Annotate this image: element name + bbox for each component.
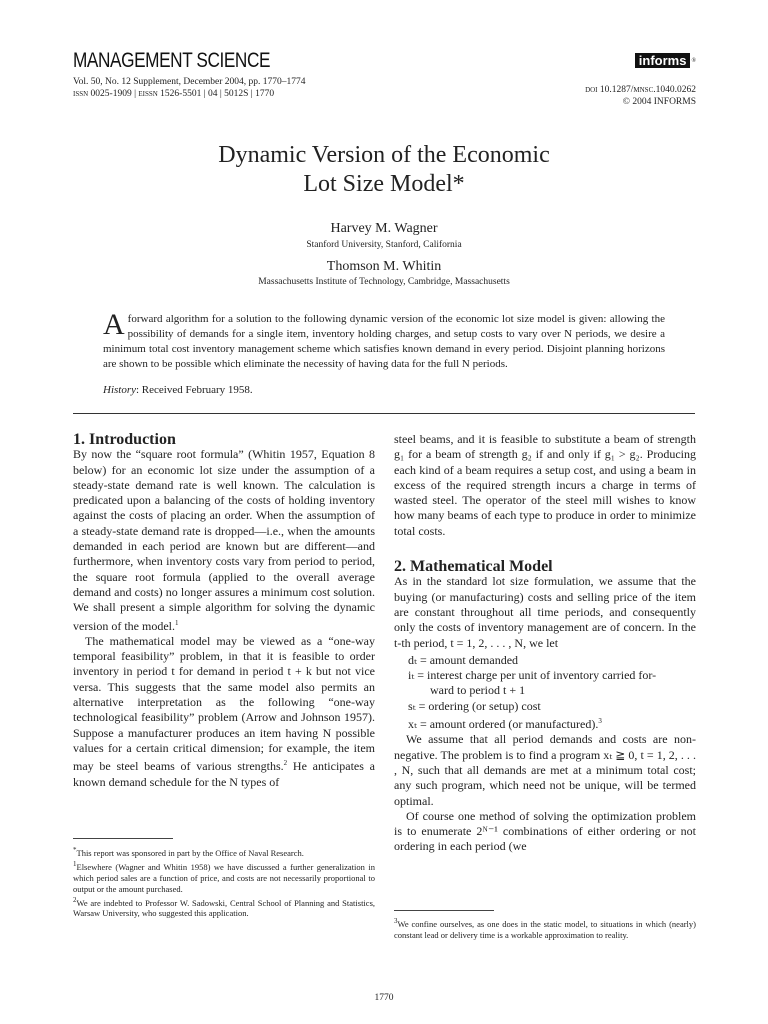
informs-logo-text: informs — [635, 53, 691, 68]
issn-line: issn 0025-1909 | eissn 1526-5501 | 04 | 5012S | 1770 — [73, 89, 275, 99]
author-1-affiliation: Stanford University, Stanford, California — [306, 240, 462, 250]
section-2-heading: 2. Mathematical Model — [394, 558, 553, 576]
doi-line: doi 10.1287/mnsc.1040.0262 — [585, 85, 696, 95]
footnote-divider-left — [73, 838, 173, 839]
paper-title — [0, 141, 768, 199]
abstract-body: forward algorithm for a solution to the following dynamic version of the economic lot size model is given: allowing the possibility of demands for a single item, inventory holding charges, and setup costs to vary over N periods, we desire a minimum total cost inventory management scheme which satisfies known demand in every period. Disjoint planning horizons are shown to be possible which eliminate the necessity of having data for the full N periods. — [103, 313, 665, 370]
section-1-para-2: The mathematical model may be viewed as a “one-way temporal feasibility” problem, in that it is feasible to order inventory in period t for demand in period t + k but not vice versa. This suggests that the same model also permits an alternative interpretation as the following “one-way technological feasibility” problem (Arrow and Johnson 1957). Suppose a manufacturer produces an item having N possible values for a certain critical dimension; for example, the item may be steel beams of various strengths.$^2$ He anticipates a known demand schedule for the N types of — [73, 633, 375, 789]
abstract-divider — [73, 413, 695, 414]
section-1-heading: 1. Introduction — [73, 431, 176, 448]
author-2-name: Thomson M. Whitin — [326, 259, 442, 274]
section-1-para-1: By now the “square root formula” (Whitin 1957, Equation 8 below) for an economic lot size under the assumption of a steady-state demand rate is well known. The calculation is predicated upon a balancing of the costs of holding inventory against the costs of placing an order. When the assumption of a steady-state demand rate is dropped—i.e., when the amounts demanded in each period are known but are different—and furthermore, when inventory costs vary from period to period, the square root formula (applied to the overall average demand and costs) no longer assures a minimum cost solution. We shall present a simple algorithm for solving the dynamic version of the model.$^1$ — [73, 447, 375, 633]
title-line-1: Dynamic Version of the Economic — [218, 142, 550, 168]
informs-logo — [635, 53, 696, 68]
footnotes-right — [394, 916, 696, 941]
def-interest-cont: ward to period t + 1 — [430, 683, 526, 698]
abstract — [103, 308, 665, 372]
def-ordered: xₜ = amount ordered (or manufactured).$^3$ — [408, 717, 602, 732]
footnote-ref-3: 3 — [598, 717, 602, 726]
page-number: 1770 — [374, 993, 394, 1003]
copyright-line: © 2004 INFORMS — [622, 97, 696, 107]
title-line-2: Lot Size Model* — [303, 171, 465, 197]
author-2-affiliation: Massachusetts Institute of Technology, Cambridge, Massachusetts — [258, 277, 510, 287]
abstract-dropcap: A — [103, 308, 125, 341]
author-1-name: Harvey M. Wagner — [330, 221, 438, 236]
footnote-star: *This report was sponsored in part by the Office of Naval Research. — [73, 846, 304, 858]
right-para-continuation: steel beams, and it is feasible to substitute a beam of strength g₁ for a beam of strength g₂ if and only if g₁ > g₂. Producing each kind of a beam requires a setup cost, and using a beam in excess of the required strength incurs a charge in terms of wasted steel. The operator of the steel mill wishes to know how many beams of each type to produce in order to minimize total costs. — [394, 432, 696, 538]
footnote-divider-right — [394, 910, 494, 911]
section-2-para-2: We assume that all period demands and costs are non-negative. The problem is to find a program xₜ ≧ 0, t = 1, 2, . . . , N, such that all demands are met at a minimum total cost; any such program, which need not be unique, will be termed optimal. — [394, 732, 696, 808]
def-setup: sₜ = ordering (or setup) cost — [408, 698, 541, 713]
history-label: History — [103, 384, 136, 396]
footnote-ref-1: 1 — [174, 618, 179, 627]
footnote-1: $^1$Elsewhere (Wagner and Whitin 1958) we have discussed a further generalization in which period sales are a function of price, and costs are not necessarily proportional to output or the amount purchased. — [73, 859, 375, 894]
def-demand: dₜ = amount demanded — [408, 652, 519, 667]
volume-line: Vol. 50, No. 12 Supplement, December 2004, pp. 1770–1774 — [73, 77, 306, 87]
footnote-3: $^3$We confine ourselves, as one does in the static model, to situations in which (nearly) constant lead or delivery time is a workable approximation to reality. — [394, 917, 696, 940]
section-2-para-1: As in the standard lot size formulation, we assume that the buying (or manufacturing) costs and selling price of the item are constant throughout all time periods, and consequently only the costs of inventory management are of concern. In the t-th period, t = 1, 2, . . . , N, we let — [394, 574, 696, 650]
history-line — [103, 384, 253, 396]
right-column — [394, 432, 696, 855]
variable-definitions — [408, 653, 696, 732]
doi-block — [585, 84, 696, 108]
footnotes-left — [73, 845, 375, 919]
left-column — [73, 432, 375, 790]
footnote-ref-2: 2 — [283, 759, 288, 768]
def-interest: iₜ = interest charge per unit of inventory carried for- — [408, 668, 657, 683]
footnote-2: $^2$We are indebted to Professor W. Sadowski, Central School of Planning and Statistics, Warsaw University, who suggested this application. — [73, 895, 375, 919]
history-text: : Received February 1958. — [136, 384, 253, 396]
journal-name: MANAGEMENT SCIENCE — [73, 49, 271, 72]
informs-logo-reg: ® — [691, 57, 696, 64]
section-2-para-3: Of course one method of solving the optimization problem is to enumerate 2ᴺ⁻¹ combinations of either ordering or not ordering in each period (we — [394, 808, 696, 854]
